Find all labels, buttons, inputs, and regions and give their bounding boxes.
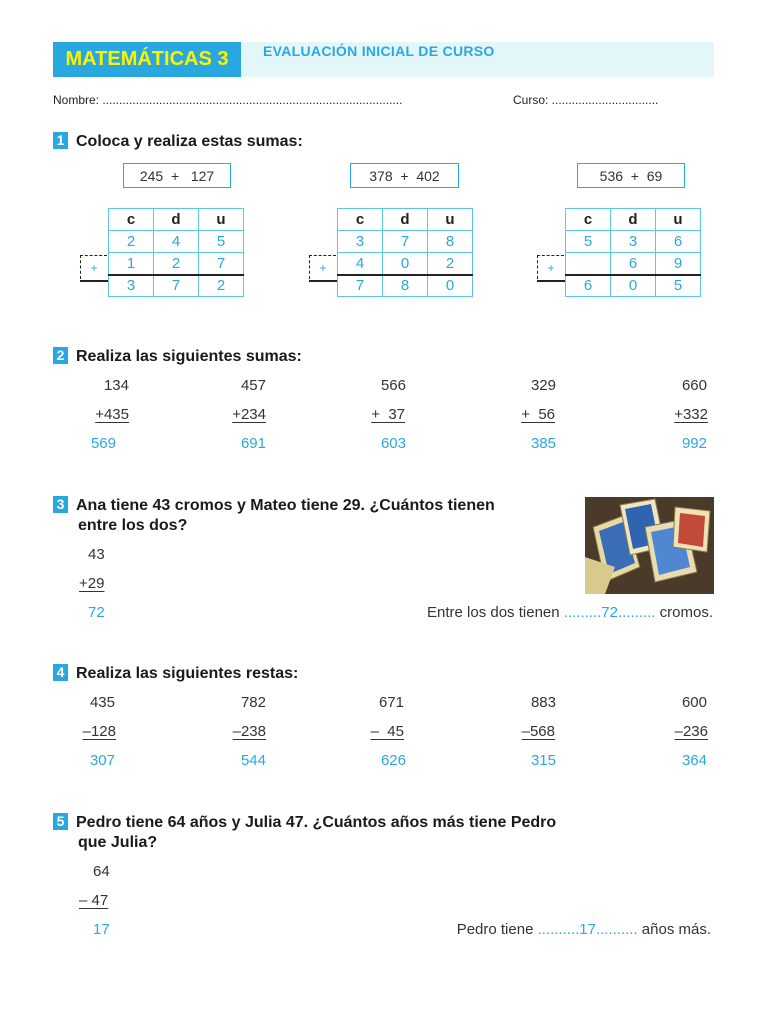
section-5-title-line2: que Julia? [78,834,158,851]
plus-sign: + [80,255,107,279]
cell[interactable]: 8 [383,275,428,297]
section-1-number: 1 [53,132,68,149]
subtrahend: –236 [674,723,708,740]
addend-a: 378 [369,168,393,184]
header-d: d [611,209,656,231]
cards-illustration [585,497,714,594]
addend-bottom: +234 [232,406,266,423]
cell[interactable]: 6 [656,231,701,253]
cdu-table-1 [108,208,244,297]
addend-b: 402 [416,168,440,184]
subtrahend: –128 [82,723,116,740]
subtrahend: –238 [232,723,266,740]
cell[interactable]: 5 [566,231,611,253]
addend-bottom: + 56 [521,406,555,423]
difference-result[interactable]: 626 [380,752,406,769]
cell[interactable]: 0 [428,275,473,297]
cell[interactable]: 2 [154,253,199,275]
cell[interactable]: 7 [338,275,383,297]
plus-sign: + [537,255,564,279]
cell[interactable]: 5 [199,231,244,253]
section-5-title-line1: Pedro tiene 64 años y Julia 47. ¿Cuántos años más tiene Pedro [76,814,557,831]
addend-a: 536 [599,168,624,184]
sum-result[interactable]: 385 [530,435,556,452]
cell[interactable]: 3 [109,275,154,297]
cell[interactable]: 8 [428,231,473,253]
addend-bottom: +435 [95,406,129,423]
header-c: c [566,209,611,231]
section-5-heading [53,813,623,853]
header-c: c [109,209,154,231]
plus-sign: + [309,255,336,279]
subtrahend: –568 [521,723,555,740]
header-d: d [383,209,428,231]
sentence-start: Pedro tiene [456,921,534,938]
problem-box-2: 378 + 402 [350,163,459,188]
trading-cards-photo [585,497,714,594]
header-c: c [338,209,383,231]
header-u: u [199,209,244,231]
cell[interactable]: 4 [338,253,383,275]
section-2-number: 2 [53,347,68,364]
section-3-title-line1: Ana tiene 43 cromos y Mateo tiene 29. ¿Cuántos tienen [76,497,495,514]
answer-blank[interactable]: .........72......... [559,604,656,621]
cell[interactable]: 2 [109,231,154,253]
answer-sentence-3 [427,604,713,621]
section-1-heading [53,132,303,151]
minuend: 600 [681,694,707,711]
answer-blank[interactable]: ..........17.......... [533,921,638,938]
cell[interactable] [566,253,611,275]
section-4-title: Realiza las siguientes restas: [76,665,299,682]
sum-result[interactable]: 603 [380,435,406,452]
addend-top: 134 [103,377,129,394]
name-field[interactable]: Nombre: .......................................................................................... [53,93,403,107]
minuend: 64 [93,863,110,880]
answer-sentence-5 [457,921,711,938]
section-2-title: Realiza las siguientes sumas: [76,348,302,365]
cell[interactable]: 3 [611,231,656,253]
problem-box-3: 536 + 69 [577,163,685,188]
section-3-title-line2: entre los dos? [78,517,188,534]
subtrahend: – 47 [79,892,109,909]
sum-line [309,280,337,282]
cell[interactable]: 0 [383,253,428,275]
addend-top: 566 [380,377,406,394]
course-field[interactable]: Curso: ................................ [513,93,659,107]
sum-result[interactable]: 569 [90,435,116,452]
header-u: u [428,209,473,231]
cell[interactable]: 6 [566,275,611,297]
addend-top: 660 [681,377,707,394]
section-4-number: 4 [53,664,68,681]
section-1-title: Coloca y realiza estas sumas: [76,133,303,150]
cell[interactable]: 6 [611,253,656,275]
cell[interactable]: 4 [154,231,199,253]
addend-top: 457 [240,377,266,394]
cell[interactable]: 0 [611,275,656,297]
cdu-table-2 [337,208,473,297]
cell[interactable]: 2 [199,275,244,297]
cell[interactable]: 5 [656,275,701,297]
cell[interactable]: 7 [383,231,428,253]
minuend: 782 [240,694,266,711]
sentence-end: años más. [637,921,711,938]
cell[interactable]: 2 [428,253,473,275]
minuend: 671 [378,694,404,711]
section-3-number: 3 [53,496,68,513]
header-d: d [154,209,199,231]
cell[interactable]: 9 [656,253,701,275]
sentence-end: cromos. [655,604,713,621]
difference-result[interactable]: 364 [681,752,707,769]
section-2-heading [53,347,302,366]
cell[interactable]: 7 [199,253,244,275]
difference-result[interactable]: 315 [530,752,556,769]
section-4-heading [53,664,298,683]
difference-result[interactable]: 17 [93,921,110,938]
cell[interactable]: 3 [338,231,383,253]
sum-line [537,280,565,282]
cell[interactable]: 7 [154,275,199,297]
addend-bottom: +332 [674,406,708,423]
difference-result[interactable]: 544 [240,752,266,769]
addend-b: 127 [190,168,215,184]
difference-result[interactable]: 307 [89,752,115,769]
minuend: 435 [89,694,115,711]
addend-bottom: + 37 [371,406,405,423]
sum-result[interactable]: 992 [681,435,707,452]
cdu-table-3 [565,208,701,297]
sum-result[interactable]: 691 [240,435,266,452]
sum-line [80,280,108,282]
addend-top: 329 [530,377,556,394]
cell[interactable]: 1 [109,253,154,275]
problem-box-1: 245 + 127 [123,163,231,188]
page-title: EVALUACIÓN INICIAL DE CURSO [263,43,495,59]
sum-result[interactable]: 72 [88,604,105,621]
sentence-start: Entre los dos tienen [427,604,560,621]
minuend: 883 [530,694,556,711]
addend-bottom: +29 [79,575,105,592]
section-5-number: 5 [53,813,68,830]
header-u: u [656,209,701,231]
subject-label: MATEMÁTICAS 3 [53,42,241,77]
addend-top: 43 [88,546,105,563]
section-3-heading [53,496,543,536]
subtrahend: – 45 [370,723,404,740]
addend-b: 69 [646,168,663,184]
addend-a: 245 [139,168,164,184]
